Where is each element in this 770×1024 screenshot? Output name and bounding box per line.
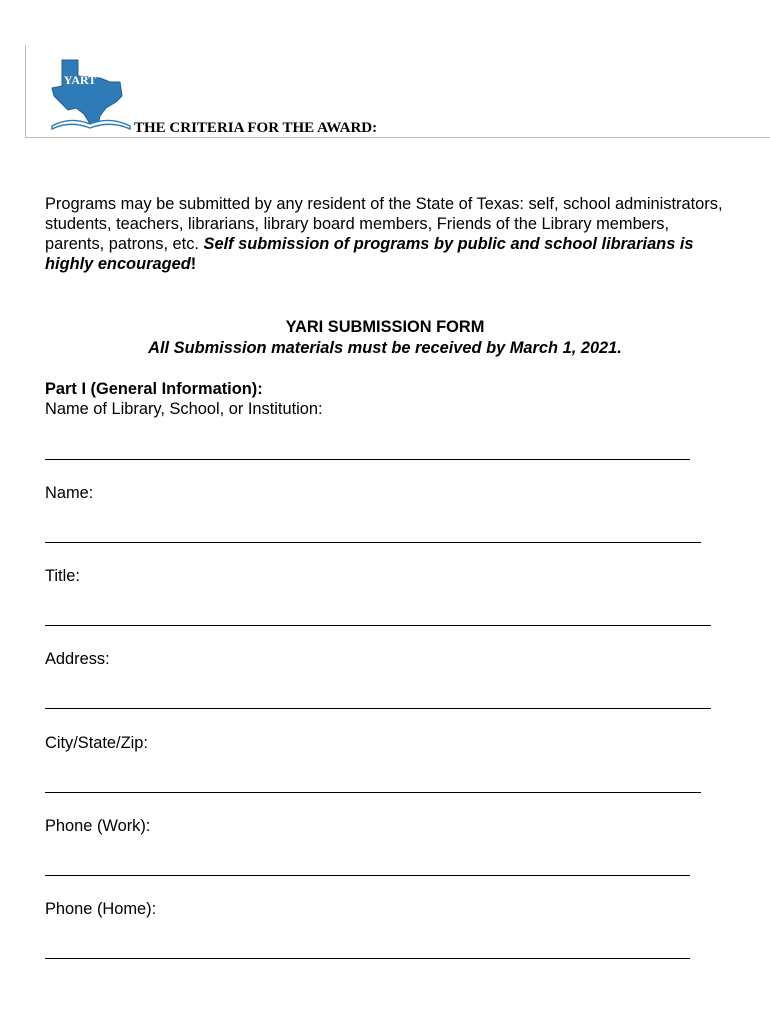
part-heading: Part I (General Information): [45,380,263,398]
field-label-phone-home: Phone (Home): [45,900,157,918]
intro-emphasis: Self submission of programs by public and school librarians is highly encouraged [45,235,694,273]
field-label-phone-work: Phone (Work): [45,817,151,835]
header-rule-horizontal [25,137,770,138]
header-rule-vertical [25,45,26,138]
input-line-phone-home[interactable] [45,958,690,959]
input-line-city-state-zip[interactable] [45,792,701,793]
deadline-notice: All Submission materials must be received by March 1, 2021. [148,339,622,357]
yart-logo [48,52,132,130]
field-label-title: Title: [45,567,80,585]
input-line-address[interactable] [45,708,711,709]
input-line-title[interactable] [45,625,711,626]
form-title: YARI SUBMISSION FORM [285,318,485,336]
input-line-name[interactable] [45,542,701,543]
intro-exclamation: ! [190,255,197,273]
field-label-name: Name: [45,484,94,502]
criteria-title: THE CRITERIA FOR THE AWARD: [134,120,378,136]
logo-text: YART [63,73,97,87]
field-label-institution: Name of Library, School, or Institution: [45,400,323,418]
input-line-phone-work[interactable] [45,875,690,876]
field-label-city-state-zip: City/State/Zip: [45,734,148,752]
intro-paragraph [45,194,725,274]
input-line-institution[interactable] [45,459,690,460]
field-label-address: Address: [45,650,110,668]
intro-text: Programs may be submitted by any resident of the State of Texas: self, school administrators, students, teachers, librarians, library board members, Friends of the Library members, parents, patrons, etc. [45,195,723,253]
texas-shape-icon [52,60,122,126]
